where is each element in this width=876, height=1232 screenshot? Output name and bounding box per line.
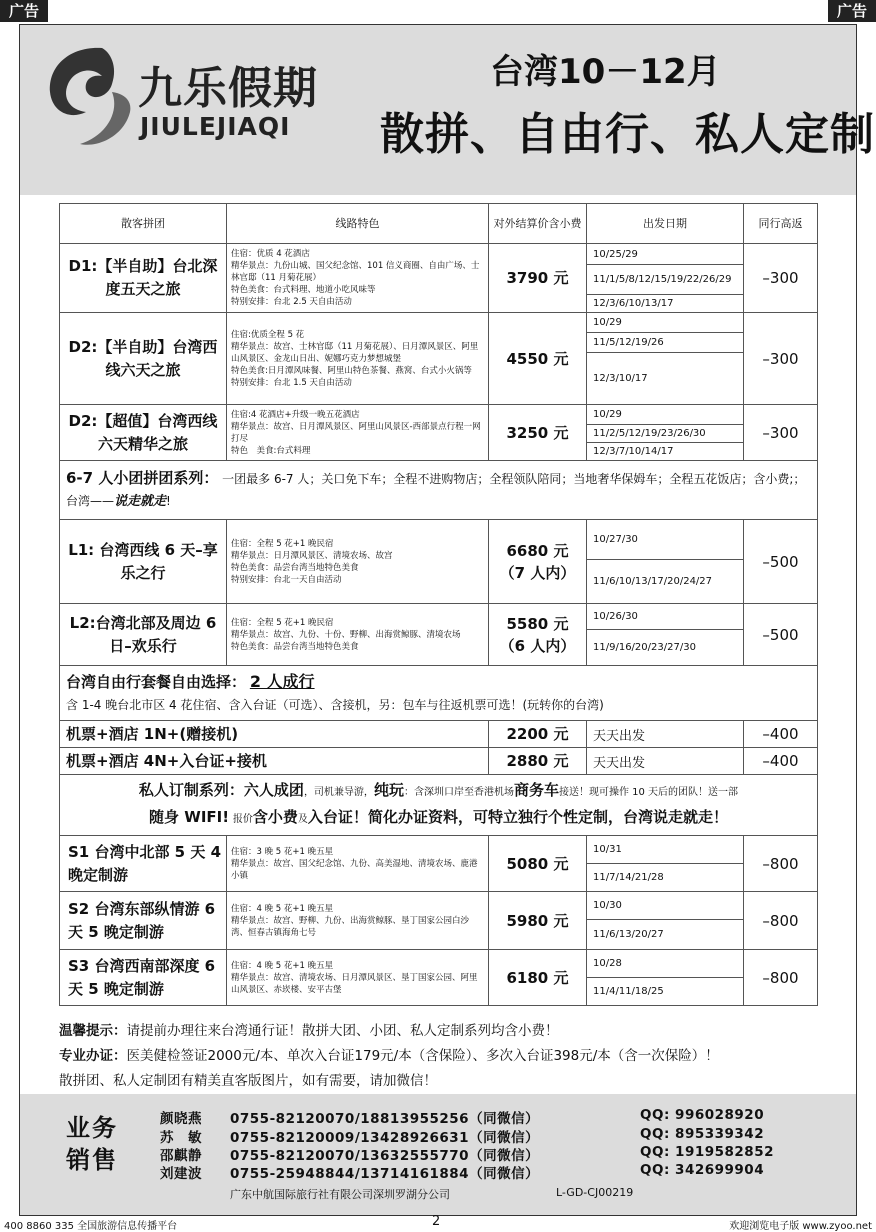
table-row (60, 313, 818, 333)
departure-date: 10/27/30 (587, 520, 744, 560)
feature-line: 精华景点：故宫、士林官邸（11 月菊花展）、日月潭风景区、阿里山风景区、金龙山日出、妮娜巧克力梦想城堡 (231, 341, 479, 364)
peer-rebate: –500 (744, 520, 818, 604)
sales-label (66, 1112, 118, 1176)
contact-qq: QQ: 342699904 (640, 1162, 765, 1178)
package-price: 2200 元 (489, 721, 587, 748)
header-route-features: 线路特色 (227, 204, 489, 244)
feature-line: 住宿:4 花酒店+升级一晚五花酒店 (231, 409, 360, 420)
peer-rebate: –300 (744, 244, 818, 313)
departure-date: 11/2/5/12/19/23/26/30 (587, 425, 744, 443)
private-entry-permit: 入台证 (307, 808, 353, 826)
private-pure-play: 纯玩 (373, 781, 404, 799)
private-text: 接送！现可操作 10 天后的团队！送一部 (558, 787, 739, 798)
feature-line: 特色美食：品尝台湾当地特色美食 (231, 641, 359, 652)
header-peer-rebate: 同行高返 (744, 204, 818, 244)
departure-date: 10/25/29 (587, 244, 744, 265)
private-wifi: 随身 WIFI! (149, 808, 230, 826)
tour-price-table (59, 203, 818, 1006)
note-tip (59, 1019, 559, 1039)
tour-price-cell (489, 604, 587, 666)
private-tips-included: 含小费 (252, 808, 298, 826)
tour-title: S3 台湾西南部深度 6 天 5 晚定制游 (60, 950, 227, 1006)
tour-title: D1:【半自助】台北深度五天之旅 (60, 244, 227, 313)
brand-logo-icon (40, 40, 140, 152)
tour-features (227, 313, 489, 405)
feature-line: 特色美食:日月潭风味餐、阿里山特色茶餐、燕窝、台式小火锅等 (231, 365, 472, 376)
contact-name: 颜晓燕 (160, 1111, 202, 1127)
note-visa (59, 1044, 719, 1064)
headline-products: 散拼、自由行、私人定制 (380, 109, 875, 160)
peer-rebate: –400 (744, 748, 818, 775)
table-row (60, 520, 818, 560)
departure-date: 11/5/12/19/26 (587, 333, 744, 353)
private-text: 及 (297, 814, 308, 825)
sales-label-line: 业务 (66, 1114, 118, 1142)
sales-label-line: 销售 (66, 1146, 118, 1174)
brand-name-cn: 九乐假期 (138, 63, 318, 114)
tour-features (227, 244, 489, 313)
feature-line: 住宿：全程 5 花+1 晚民宿 (231, 538, 334, 549)
tour-price: 6180 元 (489, 950, 587, 1006)
tour-features (227, 520, 489, 604)
departure-date: 10/29 (587, 405, 744, 425)
tour-features (227, 405, 489, 461)
ad-corner-left: 广告 (0, 0, 48, 22)
small-group-end: ! (166, 494, 171, 508)
departure-date: 12/3/10/17 (587, 353, 744, 405)
feature-line: 特别安排：台北 1.5 天自由活动 (231, 377, 352, 388)
tour-title: D2:【超值】台湾西线六天精华之旅 (60, 405, 227, 461)
private-text: ：含深圳口岸至香港机场 (403, 787, 514, 798)
package-name: 机票+酒店 1N+(赠接机) (60, 721, 489, 748)
departure-date: 10/29 (587, 313, 744, 333)
note-tip-label: 温馨提示： (59, 1023, 127, 1039)
peer-rebate: –800 (744, 950, 818, 1006)
feature-line: 精华景点：故宫、日月潭风景区、阿里山风景区-西部景点行程一网打尽 (231, 421, 481, 444)
tour-price: 3250 元 (489, 405, 587, 461)
peer-rebate: –500 (744, 604, 818, 666)
feature-line: 住宿：优质 4 花酒店 (231, 249, 310, 259)
contact-name: 苏 敏 (160, 1130, 202, 1146)
tour-price-note: （7 人内） (499, 563, 576, 582)
contact-name: 刘建波 (160, 1166, 202, 1182)
feature-line: 特色 美食:台式料理 (231, 445, 311, 456)
brand-name-en: JIULEJIAQI (140, 112, 291, 141)
departure-date: 11/6/13/20/27 (587, 920, 744, 950)
section-free-travel (60, 666, 818, 721)
peer-rebate: –800 (744, 836, 818, 892)
table-row (60, 950, 818, 978)
peer-rebate: –300 (744, 405, 818, 461)
contact-phone: 0755-82120070/13632555770（同微信） (230, 1148, 540, 1164)
tour-features (227, 892, 489, 950)
feature-line: 特色美食：品尝台湾当地特色美食 (231, 562, 359, 573)
footer-website: 欢迎浏览电子版 www.zyoo.net (729, 1221, 872, 1232)
tour-price: 5580 元 (506, 614, 569, 633)
feature-line: 特别安排：台北一天自由活动 (231, 574, 342, 585)
feature-line: 精华景点：故宫、九份、十份、野柳、出海赏鲸豚、清境农场 (231, 629, 461, 640)
departure-date: 10/28 (587, 950, 744, 978)
feature-line: 特别安排：台北 2.5 天自由活动 (231, 297, 352, 307)
tour-features (227, 950, 489, 1006)
departure-date: 12/3/6/10/13/17 (587, 295, 744, 313)
departure-date: 12/3/7/10/14/17 (587, 443, 744, 461)
ad-corner-right: 广告 (828, 0, 876, 22)
feature-line: 精华景点：故宫、国父纪念馆、九份、高美湿地、清境农场、鹿港小镇 (231, 858, 478, 881)
departure-date: 10/31 (587, 836, 744, 864)
feature-line: 住宿:优质全程 5 花 (231, 329, 305, 340)
free-travel-title: 台湾自由行套餐自由选择： (66, 672, 247, 691)
table-row (60, 892, 818, 920)
feature-line: 精华景点：故宫、野柳、九份、出海赏鲸豚、垦丁国家公园白沙湾、恒春古镇海角七号 (231, 915, 470, 938)
private-slogan: ！简化办证资料，可特立独行个性定制，台湾说走就走！ (352, 808, 728, 826)
table-row (60, 604, 818, 630)
tour-features (227, 604, 489, 666)
departure-date: 11/4/11/18/25 (587, 978, 744, 1006)
small-group-title: 6-7 人小团拼团系列： (66, 469, 219, 487)
footer-hotline: 400 8860 335 全国旅游信息传播平台 (4, 1221, 178, 1232)
table-row (60, 748, 818, 775)
note-visa-text: 医美健检签证2000元/本、单次入台证179元/本（含保险）、多次入台证398元/本（含一次保险）！ (126, 1048, 719, 1064)
feature-line: 住宿：4 晚 5 花+1 晚五星 (231, 903, 334, 914)
private-business-car: 商务车 (513, 781, 559, 799)
tour-features (227, 836, 489, 892)
tour-price-cell (489, 520, 587, 604)
departure-date: 10/26/30 (587, 604, 744, 630)
tour-price: 6680 元 (506, 541, 569, 560)
feature-line: 住宿：3 晚 5 花+1 晚五星 (231, 846, 334, 857)
peer-rebate: –800 (744, 892, 818, 950)
feature-line: 住宿：4 晚 5 花+1 晚五星 (231, 960, 334, 971)
header-departure-dates: 出发日期 (587, 204, 744, 244)
contact-qq: QQ: 895339342 (640, 1126, 765, 1142)
table-row (60, 244, 818, 265)
tour-title: D2:【半自助】台湾西线六天之旅 (60, 313, 227, 405)
note-visa-label: 专业办证： (59, 1048, 127, 1064)
contact-qq: QQ: 1919582852 (640, 1144, 774, 1160)
header-price: 对外结算价含小费 (489, 204, 587, 244)
company-name: 广东中航国际旅行社有限公司深圳罗湖分公司 (230, 1188, 450, 1201)
contact-phone: 0755-25948844/13714161884（同微信） (230, 1166, 540, 1182)
package-price: 2880 元 (489, 748, 587, 775)
tour-title: L2:台湾北部及周边 6 日–欢乐行 (60, 604, 227, 666)
feature-line: 特色美食：台式料理、地道小吃风味等 (231, 285, 376, 295)
private-title: 私人订制系列：六人成团 (138, 781, 304, 799)
feature-line: 精华景点：九份山城、国父纪念馆、101 信义商圈、自由广场、士林官邸（11 月菊花展） (231, 261, 480, 283)
peer-rebate: –300 (744, 313, 818, 405)
page-number: 2 (432, 1214, 441, 1229)
departure-date: 10/30 (587, 892, 744, 920)
table-row (60, 836, 818, 864)
tour-price: 5980 元 (489, 892, 587, 950)
tour-price: 5080 元 (489, 836, 587, 892)
tour-title: S2 台湾东部纵情游 6 天 5 晚定制游 (60, 892, 227, 950)
section-private-custom (60, 775, 818, 836)
contact-name: 邵麒静 (160, 1148, 202, 1164)
license-number: L-GD-CJ00219 (556, 1186, 634, 1199)
table-row (60, 721, 818, 748)
small-group-desc: 一团最多 6-7 人；关口免下车；全程不进购物店；全程领队陪同；当地奢华保姆车；全程五花饭店；含小费;；台湾—— (66, 472, 806, 508)
departure-date: 11/9/16/20/23/27/30 (587, 630, 744, 666)
departure-date: 11/6/10/13/17/20/24/27 (587, 560, 744, 604)
table-header-row (60, 204, 818, 244)
free-travel-desc: 含 1-4 晚台北市区 4 花住宿、含入台证（可选）、含接机，另：包车与往返机票可选！(玩转你的台湾) (66, 697, 604, 712)
table-row (60, 405, 818, 425)
departure-date: 11/1/5/8/12/15/19/22/26/29 (587, 265, 744, 295)
feature-line: 精华景点：故宫、清境农场、日月潭风景区、垦丁国家公园、阿里山风景区、赤崁楼、安平古堡 (231, 972, 478, 995)
tour-title: S1 台湾中北部 5 天 4 晚定制游 (60, 836, 227, 892)
section-small-group (60, 461, 818, 520)
private-text: 报价 (232, 814, 253, 825)
tour-price: 4550 元 (489, 313, 587, 405)
package-schedule: 天天出发 (587, 721, 744, 748)
contact-qq: QQ: 996028920 (640, 1107, 765, 1123)
note-wechat: 散拼团、私人定制团有精美直客版图片，如有需要，请加微信！ (59, 1073, 437, 1089)
headline-period: 台湾10－12月 (490, 52, 721, 92)
feature-line: 精华景点：日月潭风景区、清境农场、故宫 (231, 550, 393, 561)
private-text: ，司机兼导游， (303, 787, 374, 798)
feature-line: 住宿：全程 5 花+1 晚民宿 (231, 617, 334, 628)
package-schedule: 天天出发 (587, 748, 744, 775)
departure-date: 11/7/14/21/28 (587, 864, 744, 892)
contact-phone: 0755-82120009/13428926631（同微信） (230, 1130, 540, 1146)
header-group-tour: 散客拼团 (60, 204, 227, 244)
contact-phone: 0755-82120070/18813955256（同微信） (230, 1111, 540, 1127)
free-travel-highlight: 2 人成行 (249, 671, 315, 691)
tour-price: 3790 元 (489, 244, 587, 313)
tour-title: L1: 台湾西线 6 天–享乐之行 (60, 520, 227, 604)
tour-price-note: （6 人内） (499, 636, 576, 655)
peer-rebate: –400 (744, 721, 818, 748)
note-tip-text: 请提前办理往来台湾通行证！散拼大团、小团、私人定制系列均含小费！ (126, 1023, 559, 1039)
package-name: 机票+酒店 4N+入台证+接机 (60, 748, 489, 775)
small-group-slogan: 说走就走 (114, 494, 167, 509)
